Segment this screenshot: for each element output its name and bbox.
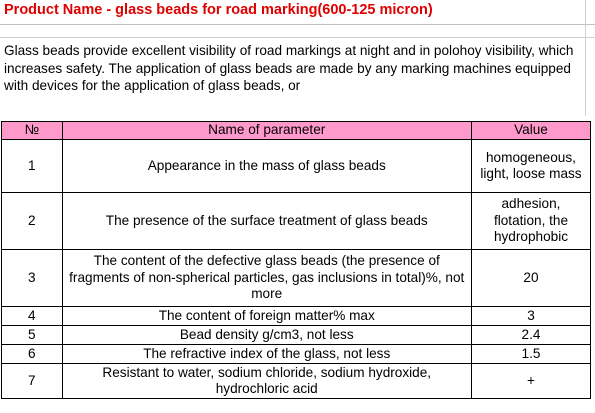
row-number: 7 [2,364,63,399]
table-row [2,140,591,193]
row-parameter: The presence of the surface treatment of glass beads [62,193,471,250]
row-parameter: Resistant to water, sodium chloride, sodium hydroxide, hydrochloric acid [62,364,471,399]
row-value: 2.4 [471,326,590,345]
row-value: + [471,364,590,399]
row-value: 20 [471,250,590,307]
row-parameter: The content of the defective glass beads (the presence of fragments of non-spherical particles, gas inclusions in total)%, not more [62,250,471,307]
row-number: 6 [2,345,63,364]
table-row [2,250,591,307]
row-value: 3 [471,307,590,326]
header-number: № [2,122,63,140]
row-parameter: Appearance in the mass of glass beads [62,140,471,193]
header-parameter: Name of parameter [62,122,471,140]
table-row [2,345,591,364]
table-row [2,364,591,399]
row-number: 1 [2,140,63,193]
title-row [0,0,595,25]
table-row [2,326,591,345]
row-number: 2 [2,193,63,250]
table-header-row [2,122,591,140]
parameters-table [1,121,591,399]
row-value: adhesion, flotation, the hydrophobic [471,193,590,250]
description: Glass beads provide excellent visibility of road markings at night and in polohoy visibility, which increases safety. The application of glass beads are made by any marking machines equipped with devices for the application of glass beads, or [4,43,574,94]
row-number: 5 [2,326,63,345]
header-value: Value [471,122,590,140]
row-parameter: The refractive index of the glass, not less [62,345,471,364]
row-parameter: The content of foreign matter% max [62,307,471,326]
row-value: homogeneous, light, loose mass [471,140,590,193]
product-title: Product Name - glass beads for road marking(600-125 micron) [4,2,433,18]
grid-line [0,37,595,38]
row-number: 4 [2,307,63,326]
table-row [2,307,591,326]
row-number: 3 [2,250,63,307]
table-row [2,193,591,250]
row-parameter: Bead density g/cm3, not less [62,326,471,345]
row-value: 1.5 [471,345,590,364]
